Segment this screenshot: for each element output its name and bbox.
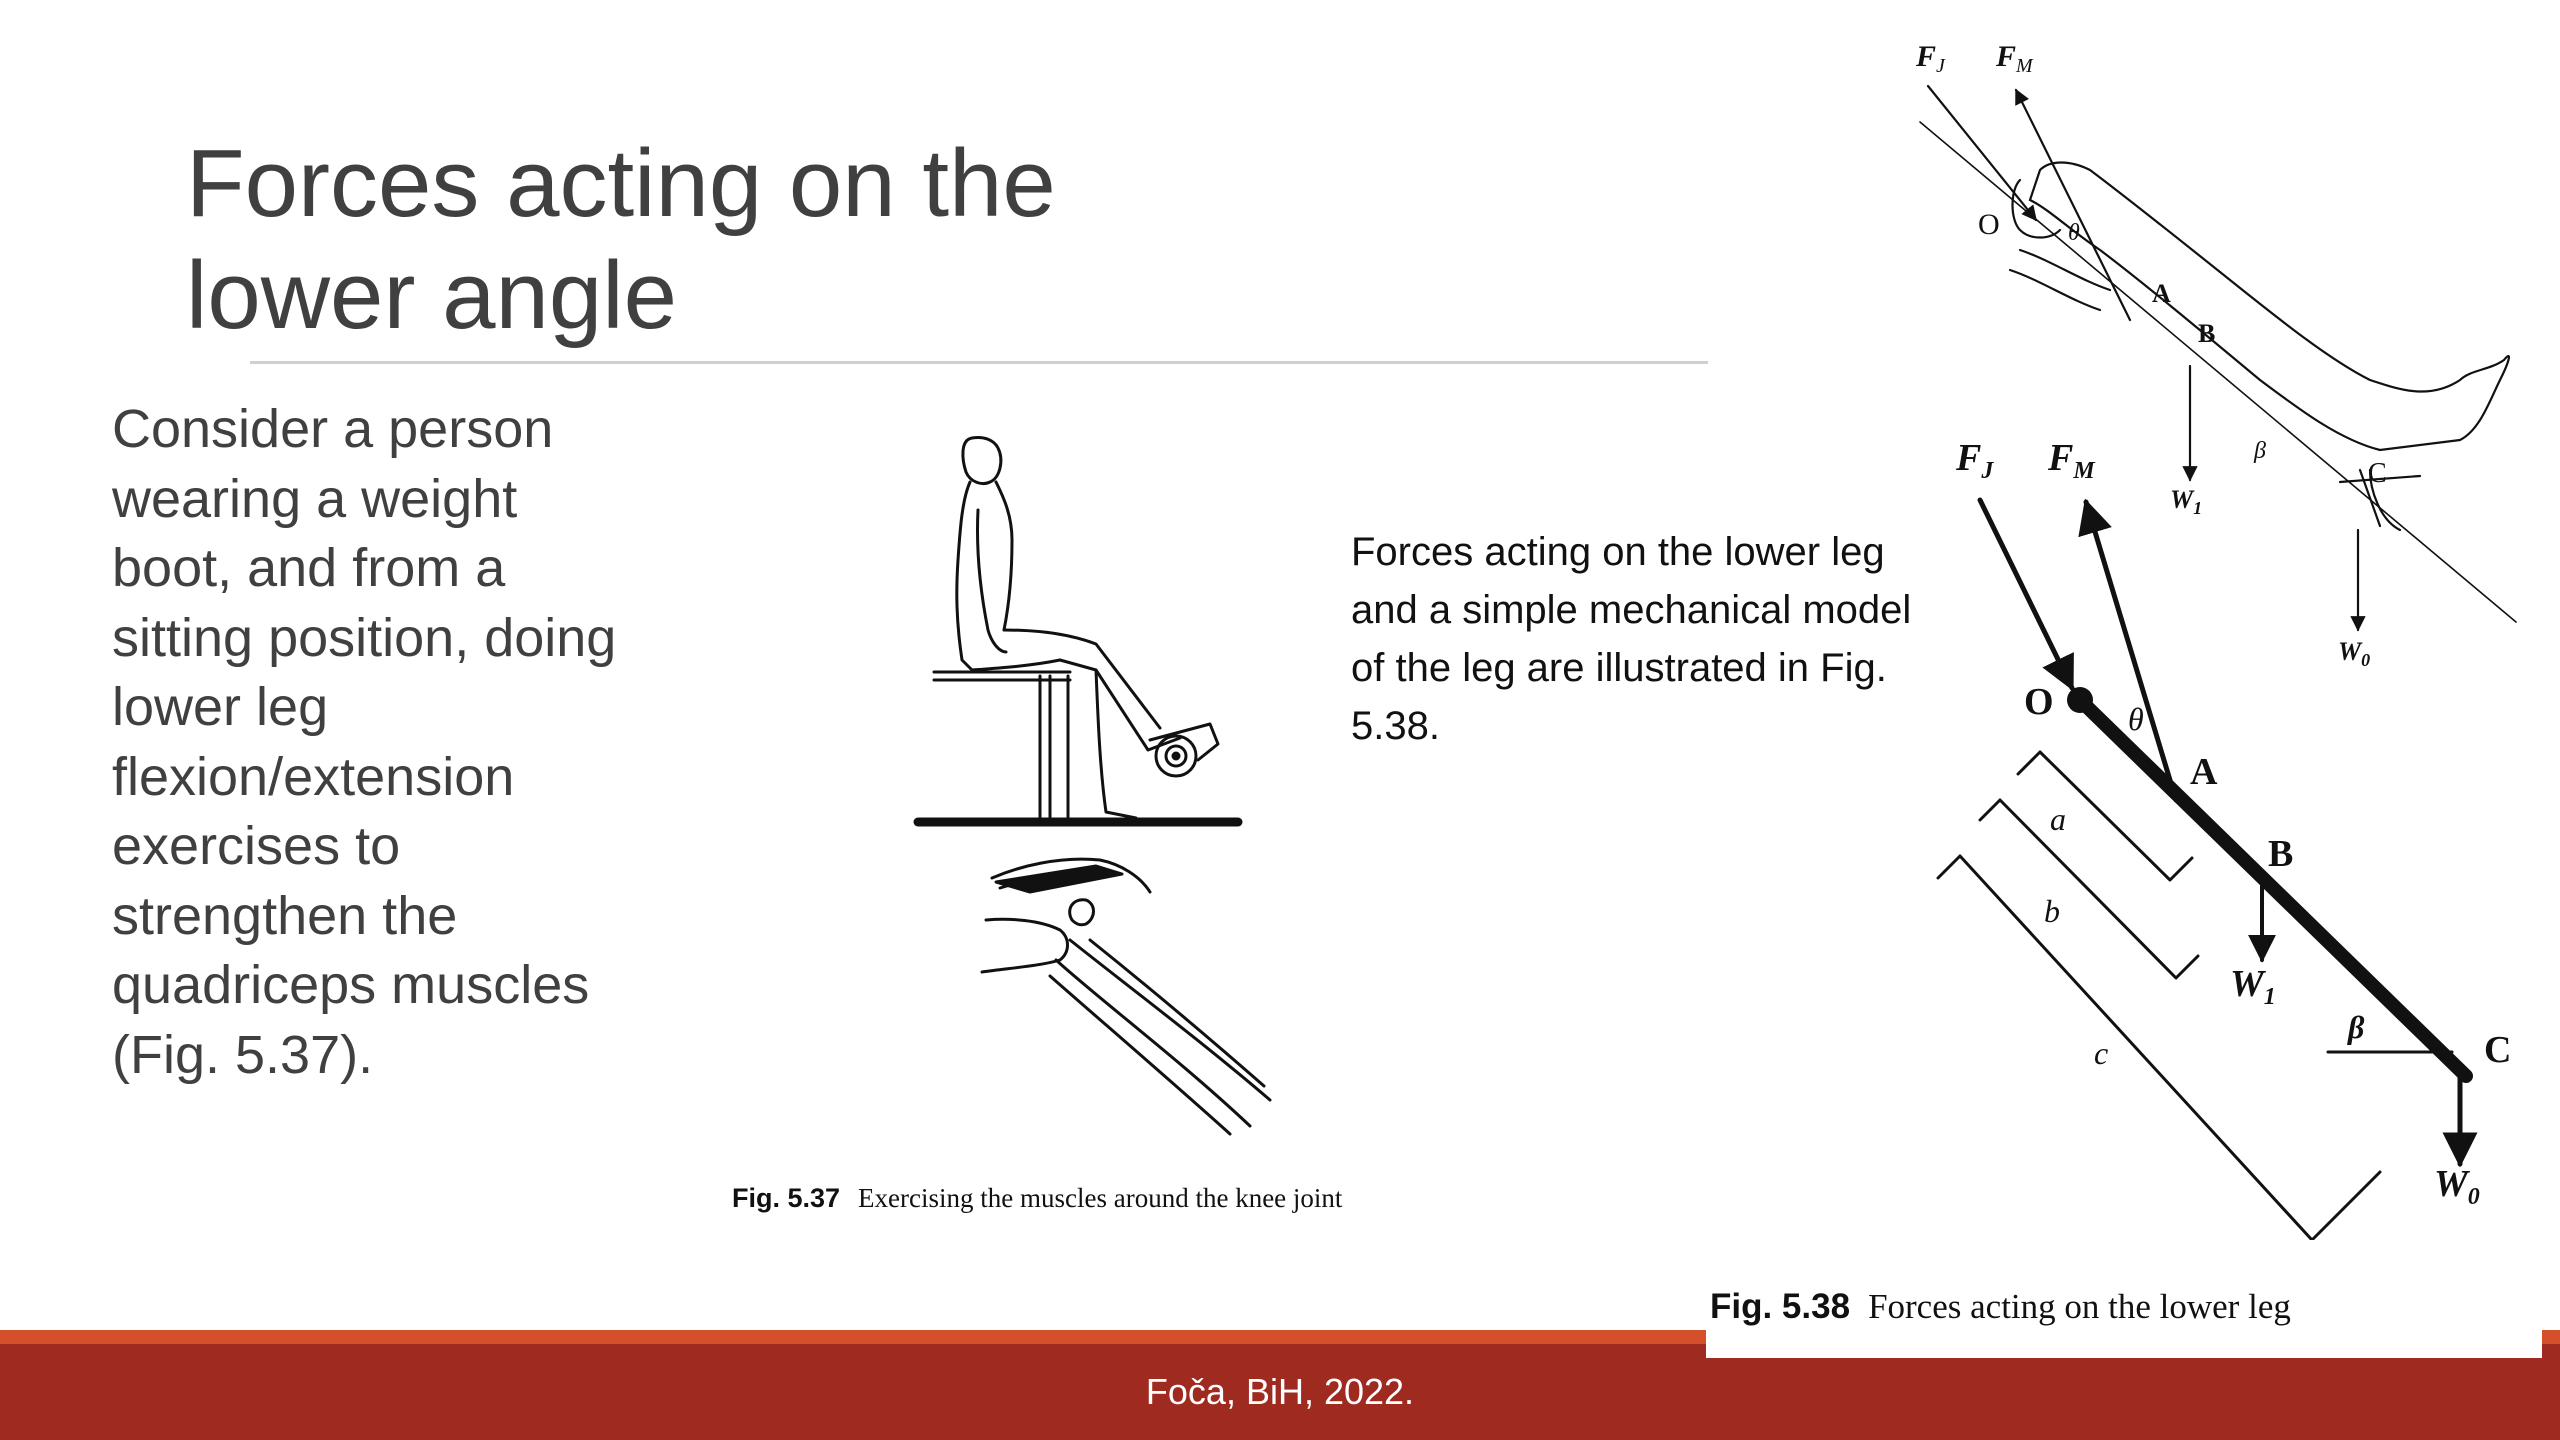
label-beta-top: β	[2254, 438, 2266, 464]
body-paragraph	[112, 395, 732, 1090]
force-fj-top	[1928, 86, 2036, 220]
knee-sketch	[2013, 180, 2061, 238]
body-line: Consider a person	[112, 399, 554, 459]
label-fj-top: $F_J$	[1916, 40, 1945, 77]
label-o-top: O	[1978, 208, 2000, 241]
body-line: exercises to	[112, 816, 401, 876]
chair-legs	[1040, 676, 1068, 820]
fig538-caption	[1710, 1287, 2291, 1327]
label-w1-top: $W_1$	[2170, 485, 2203, 518]
fig538-label: Fig. 5.38	[1710, 1287, 1851, 1326]
label-dim-c: c	[2094, 1035, 2109, 1071]
fig537-caption-text: Exercising the muscles around the knee joint	[858, 1183, 1343, 1213]
label-fj-model: $F_J$	[1956, 437, 1994, 484]
body-line: quadriceps muscles	[112, 955, 590, 1015]
body-line: strengthen the	[112, 885, 458, 946]
side-line: and a simple mechanical model	[1351, 588, 1912, 632]
title-divider	[250, 361, 1708, 364]
label-w0-top: $W_0$	[2338, 637, 2371, 670]
fig537-caption	[732, 1183, 1342, 1214]
tibia	[1050, 940, 1270, 1134]
knee-patella	[1070, 900, 1094, 925]
label-b-top: B	[2198, 319, 2216, 348]
label-w0-model: $W_0$	[2434, 1163, 2480, 1210]
side-line: Forces acting on the lower leg	[1351, 530, 1885, 574]
body-line: boot, and from a	[112, 538, 506, 598]
label-theta-model: θ	[2128, 701, 2144, 737]
leg-outline-lower	[2010, 250, 2110, 310]
label-dim-a: a	[2050, 801, 2066, 837]
title-line-1: Forces acting on the	[186, 130, 1056, 237]
fig537-label: Fig. 5.37	[732, 1183, 841, 1213]
fig537-illustration	[900, 420, 1360, 1160]
leg-axis-line	[1920, 122, 2516, 622]
label-a-top: A	[2152, 279, 2171, 308]
label-beta-model: β	[2348, 1009, 2365, 1045]
knee-joint	[982, 919, 1068, 972]
slide-title	[186, 128, 1186, 352]
body-line: flexion/extension	[112, 746, 515, 807]
force-fm-top	[2016, 90, 2130, 320]
label-theta-top: θ	[2068, 220, 2080, 246]
footer-text: Foča, BiH, 2022.	[1145, 1371, 1415, 1412]
person-arm	[977, 510, 1006, 652]
body-line: lower leg	[112, 677, 329, 737]
leg-outline-upper	[2030, 163, 2509, 451]
body-line: sitting position, doing	[112, 607, 617, 668]
side-line: of the leg are illustrated in Fig.	[1351, 646, 1887, 690]
side-line: 5.38.	[1351, 704, 1440, 748]
label-w1-model: $W_1$	[2230, 963, 2276, 1010]
label-a-model: A	[2190, 751, 2218, 793]
label-fm-model: $F_M$	[2048, 437, 2095, 484]
label-c-model: C	[2484, 1029, 2512, 1071]
body-line: wearing a weight	[112, 468, 518, 529]
pivot-o	[2067, 687, 2093, 713]
person-back	[996, 482, 1012, 630]
label-b-model: B	[2268, 833, 2294, 875]
force-fj-model	[1980, 500, 2072, 688]
label-c-top: C	[2368, 458, 2387, 489]
dim-line-c	[1938, 856, 2380, 1240]
fig538-diagram	[1900, 30, 2540, 1260]
title-line-2: lower angle	[186, 242, 677, 349]
side-paragraph	[1351, 523, 1991, 755]
label-o-model: O	[2024, 681, 2054, 723]
label-fm-top: $F_M$	[1996, 40, 2033, 77]
label-dim-b: b	[2044, 893, 2060, 929]
leg-bar	[2080, 700, 2466, 1076]
leg-to-floor	[1096, 670, 1136, 818]
fibula	[1090, 940, 1264, 1086]
person-head	[963, 437, 1001, 483]
dim-line-b	[1980, 800, 2198, 978]
fig538-caption-text: Forces acting on the lower leg	[1868, 1287, 2291, 1326]
body-line: (Fig. 5.37).	[112, 1024, 374, 1085]
